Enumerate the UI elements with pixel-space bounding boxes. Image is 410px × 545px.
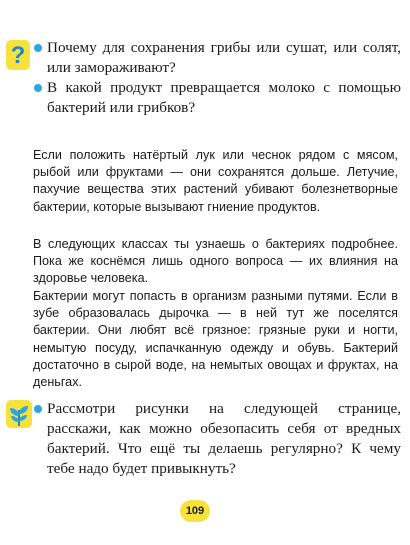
paragraph: Бактерии могут попасть в организм разными путями. Если в зубе образовалась дырочка — в ней тут же поселятся бактерии. Они любят всё грязное: грязные руки и ногти, немытую посуду, испачканную одежду и обувь. Бактерий достаточно в сырой воде, на немытых овощах и фруктах, на деньгах. xyxy=(33,289,398,390)
question-mark-icon xyxy=(6,40,30,70)
task-item: Рассмотри рисунки на следующей странице, расскажи, как можно обезопасить себя от вредных бактерий. Что ещё ты делаешь регулярно? К чему тебе надо будет привыкнуть? xyxy=(33,399,401,479)
questions-list xyxy=(33,38,401,118)
leaf-sprout-icon xyxy=(6,400,32,428)
task-list xyxy=(33,399,401,479)
paragraph: В следующих классах ты узнаешь о бактериях подробнее. Пока же коснёмся лишь одного вопроса — их влияния на здоровье человека. xyxy=(33,237,398,286)
svg-text:?: ? xyxy=(10,42,26,69)
question-item: В какой продукт превращается молоко с помощью бактерий или грибков? xyxy=(33,78,401,118)
page-number: 109 xyxy=(180,500,210,522)
question-item: Почему для сохранения грибы или сушат, или солят, или замораживают? xyxy=(33,38,401,78)
paragraph: Если положить натёртый лук или чеснок рядом с мясом, рыбой или фруктами — они сохранятся дольше. Летучие, пахучие вещества этих растений убивают болезнетворные бактерии, которые вызывают гниение продуктов. xyxy=(33,148,398,214)
